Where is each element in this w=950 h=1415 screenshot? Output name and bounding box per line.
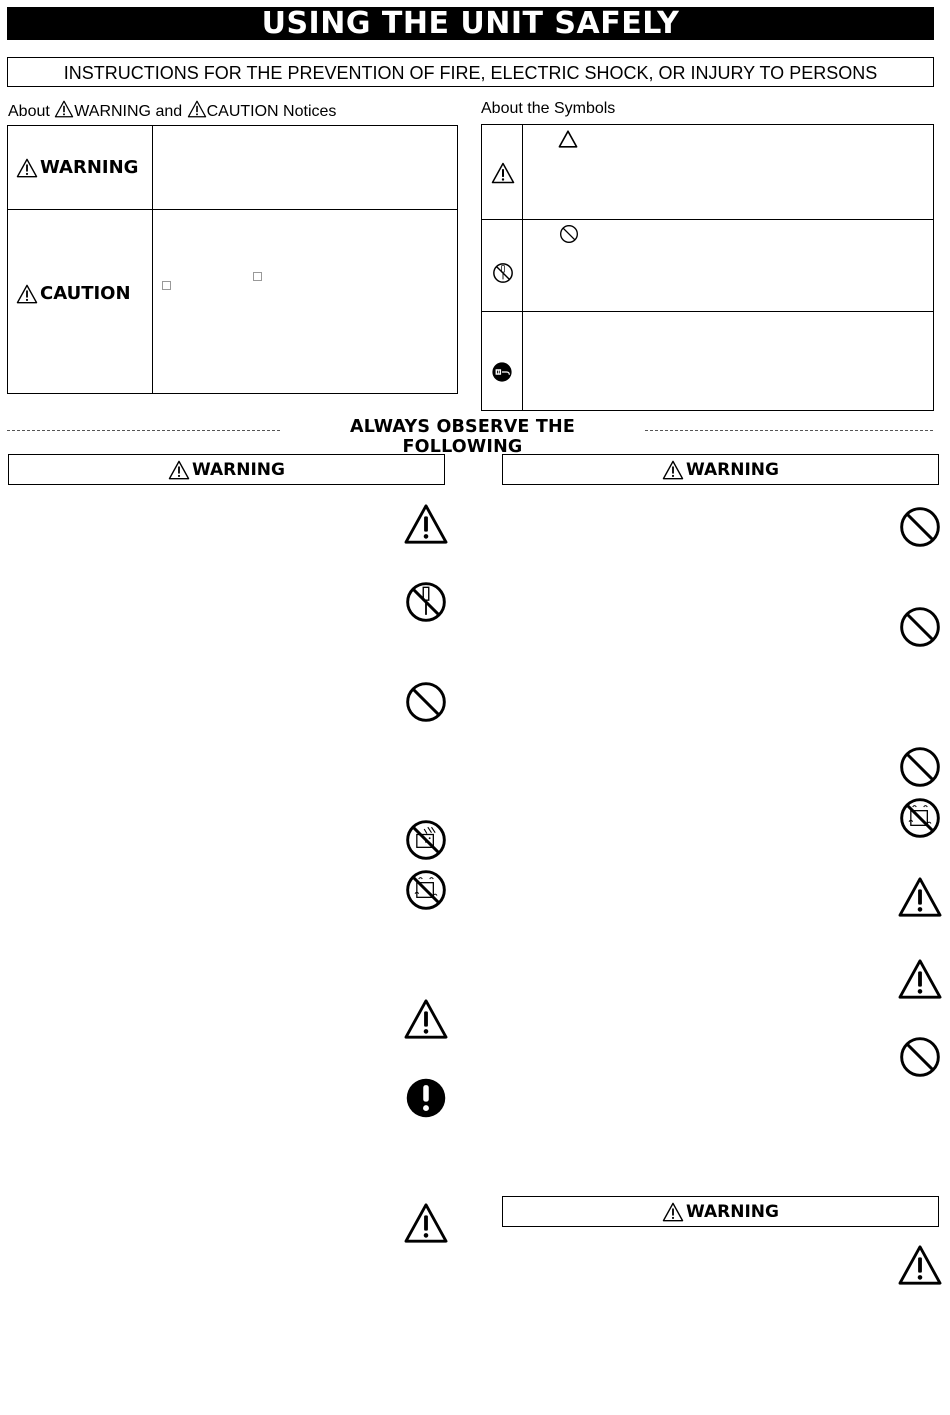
caution-notice-label: [16, 283, 131, 304]
do-not-disassemble-icon: [404, 580, 448, 624]
caution-triangle-icon: [897, 1244, 943, 1286]
right-warning-header-2: [502, 1196, 939, 1227]
caution-triangle-icon: [403, 503, 449, 545]
notices-heading-caution: CAUTION Notices: [206, 103, 337, 120]
caution-triangle-icon: [187, 100, 207, 118]
do-not-disassemble-icon: [492, 262, 514, 284]
caution-triangle-icon: [403, 998, 449, 1040]
notices-heading: [8, 100, 336, 121]
prohibited-icon: [559, 224, 579, 244]
unplug-icon: [491, 361, 513, 383]
warning-triangle-icon: [16, 158, 38, 178]
no-water-icon: [404, 818, 448, 862]
warning-triangle-icon: [54, 100, 74, 118]
prohibited-icon: [898, 1035, 942, 1079]
prohibited-icon: [898, 505, 942, 549]
warning-notice-label: [16, 157, 138, 178]
warning-triangle-icon: [662, 1202, 684, 1222]
instructions-banner: INSTRUCTIONS FOR THE PREVENTION OF FIRE, ELECTRIC SHOCK, OR INJURY TO PERSONS: [7, 57, 934, 87]
triangle-outline-icon: [558, 130, 578, 148]
warning-triangle-icon: [168, 460, 190, 480]
warning-triangle-icon: [662, 460, 684, 480]
right-warning-header: [502, 454, 939, 485]
symbols-table: [481, 124, 934, 411]
right-warning-label: WARNING: [686, 459, 779, 480]
no-liquids-icon: [898, 796, 942, 840]
warning-notice-text: WARNING: [40, 157, 139, 178]
mandatory-action-icon: [404, 1076, 448, 1120]
prohibited-icon: [898, 605, 942, 649]
caution-triangle-icon: [16, 284, 38, 304]
page-title: USING THE UNIT SAFELY: [7, 7, 934, 40]
always-observe-heading: ALWAYS OBSERVE THE FOLLOWING: [349, 417, 576, 457]
caution-triangle-icon: [897, 958, 943, 1000]
placeholder-glyph: [253, 272, 262, 281]
left-warning-label: WARNING: [192, 459, 285, 480]
right-warning-label-2: WARNING: [686, 1201, 779, 1222]
no-liquids-icon: [404, 868, 448, 912]
notice-table: [7, 125, 458, 394]
dashed-divider-right: [645, 430, 933, 431]
caution-triangle-icon: [491, 162, 515, 184]
placeholder-glyph: [162, 281, 171, 290]
left-warning-header: [8, 454, 445, 485]
caution-triangle-icon: [403, 1202, 449, 1244]
caution-notice-text: CAUTION: [40, 283, 131, 304]
notices-heading-about: About: [8, 103, 50, 120]
dashed-divider-left: [7, 430, 280, 431]
caution-triangle-icon: [897, 876, 943, 918]
notices-heading-warning: WARNING and: [74, 103, 183, 120]
prohibited-icon: [404, 680, 448, 724]
prohibited-icon: [898, 745, 942, 789]
symbols-heading: About the Symbols: [481, 100, 616, 117]
